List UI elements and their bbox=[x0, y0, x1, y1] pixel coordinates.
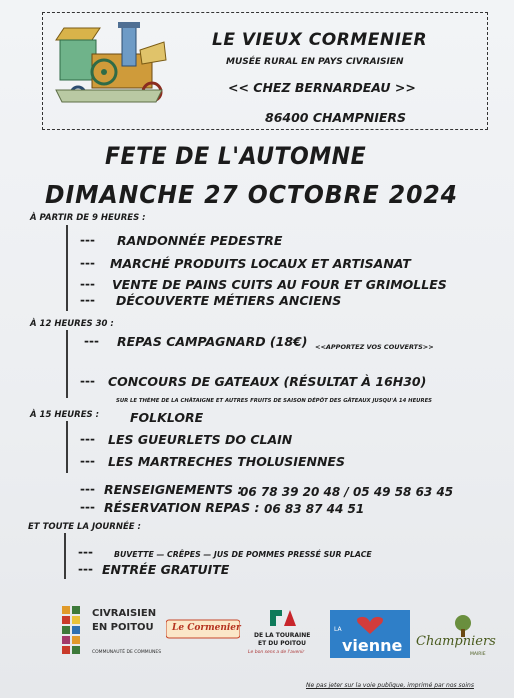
afternoon-time: À 15 HEURES : bbox=[30, 410, 99, 420]
footer-note: Ne pas jeter sur la voie publique, imprimé par nos soins bbox=[306, 682, 474, 689]
vienne-la: LA bbox=[334, 626, 342, 633]
dash: --- bbox=[78, 562, 93, 576]
afternoon-item-2: LES GUEURLETS DO CLAIN bbox=[108, 432, 293, 447]
champniers-text: Champniers bbox=[416, 634, 496, 649]
cormenier-text: Le Cormenier bbox=[172, 623, 241, 633]
dash: --- bbox=[80, 454, 95, 468]
dash: --- bbox=[80, 233, 95, 247]
ca-line2: ET DU POITOU bbox=[258, 640, 307, 647]
afternoon-item-1: FOLKLORE bbox=[130, 410, 204, 425]
museum-address: 86400 CHAMPNIERS bbox=[265, 110, 407, 125]
morning-item-1: RANDONNÉE PEDESTRE bbox=[117, 233, 283, 248]
dash: --- bbox=[84, 334, 99, 348]
info-phones: 06 78 39 20 48 / 05 49 58 63 45 bbox=[240, 485, 454, 499]
champniers-mairie: MAIRIE bbox=[470, 652, 486, 657]
contest-label: CONCOURS DE GATEAUX (RÉSULTAT À 16H30) bbox=[108, 374, 427, 389]
meal-note: <<APPORTEZ VOS COUVERTS>> bbox=[315, 343, 434, 351]
booking-phone: 06 83 87 44 51 bbox=[264, 502, 365, 516]
civraisien-mosaic-icon bbox=[60, 604, 90, 656]
info-label: RENSEIGNEMENTS : bbox=[104, 482, 243, 497]
dash: --- bbox=[80, 293, 95, 307]
vienne-logo bbox=[330, 610, 410, 658]
morning-item-4: DÉCOUVERTE MÉTIERS ANCIENS bbox=[116, 293, 342, 308]
event-title: FETE DE L'AUTOMNE bbox=[105, 142, 367, 170]
credit-agricole-icon bbox=[268, 608, 298, 628]
ca-line1: DE LA TOURAINE bbox=[254, 632, 311, 639]
civraisien-sub: COMMUNAUTÉ DE COMMUNES bbox=[92, 650, 162, 655]
meal-label: REPAS CAMPAGNARD (18€) bbox=[117, 334, 308, 349]
vienne-heart-icon bbox=[355, 616, 385, 636]
dash: --- bbox=[80, 432, 95, 446]
dash: --- bbox=[80, 256, 95, 270]
refreshments: BUVETTE — CRÊPES — JUS DE POMMES PRESSÉ SUR PLACE bbox=[114, 550, 372, 559]
museum-subtitle: MUSÉE RURAL EN PAYS CIVRAISIEN bbox=[226, 57, 404, 67]
noon-bracket bbox=[66, 330, 68, 398]
vienne-text: vienne bbox=[342, 636, 403, 655]
allday-bracket bbox=[64, 533, 66, 579]
entry-label: ENTRÉE GRATUITE bbox=[102, 562, 230, 577]
afternoon-item-3: LES MARTRECHES THOLUSIENNES bbox=[108, 454, 345, 469]
civraisien-line1: CIVRAISIEN bbox=[92, 608, 157, 619]
noon-time: À 12 HEURES 30 : bbox=[30, 319, 114, 329]
booking-label: RÉSERVATION REPAS : bbox=[104, 500, 260, 515]
dash: --- bbox=[80, 374, 95, 388]
museum-place: << CHEZ BERNARDEAU >> bbox=[228, 80, 416, 95]
dash: --- bbox=[80, 482, 95, 496]
morning-item-3: VENTE DE PAINS CUITS AU FOUR ET GRIMOLLES bbox=[112, 277, 447, 292]
civraisien-line2: EN POITOU bbox=[92, 622, 154, 633]
morning-item-2: MARCHÉ PRODUITS LOCAUX ET ARTISANAT bbox=[110, 256, 411, 271]
event-date: DIMANCHE 27 OCTOBRE 2024 bbox=[45, 180, 458, 209]
ca-slogan: Le bon sens a de l'avenir bbox=[248, 650, 305, 655]
threshing-machine-illustration bbox=[52, 20, 174, 108]
morning-time: À PARTIR DE 9 HEURES : bbox=[30, 213, 146, 223]
contest-note: SUR LE THÈME DE LA CHÂTAIGNE ET AUTRES FRUITS DE SAISON DÉPÔT DES GÂTEAUX JUSQU'À 14 HEURES bbox=[116, 398, 432, 404]
dash: --- bbox=[80, 277, 95, 291]
dash: --- bbox=[78, 545, 93, 559]
museum-name: LE VIEUX CORMENIER bbox=[212, 30, 428, 50]
afternoon-bracket bbox=[66, 421, 68, 473]
dash: --- bbox=[80, 500, 95, 514]
allday-time: ET TOUTE LA JOURNÉE : bbox=[28, 522, 141, 532]
morning-bracket bbox=[66, 225, 68, 311]
